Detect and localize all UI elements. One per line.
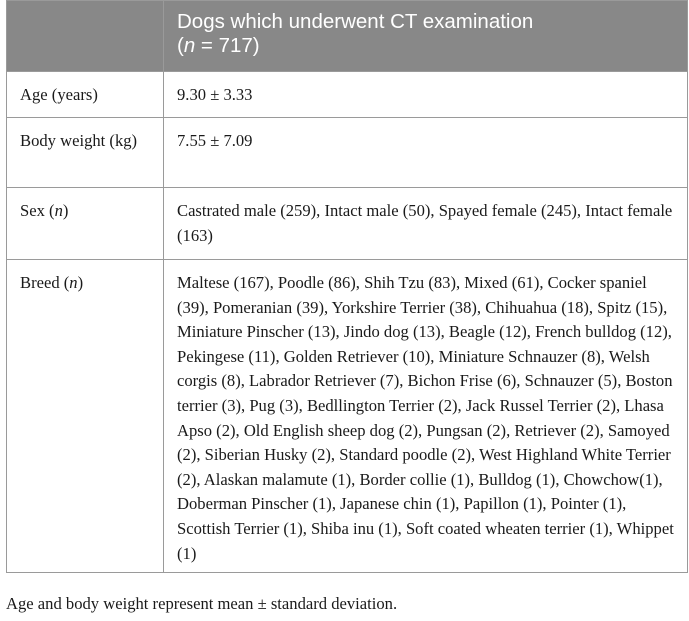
table-header-row [7, 1, 688, 72]
table-row-age [7, 72, 688, 118]
row-value-body-weight: 7.55 ± 7.09 [164, 118, 688, 188]
row-label-text: Breed ( [20, 273, 70, 292]
header-ct-examination [164, 1, 688, 72]
row-label-italic: n [54, 201, 63, 220]
table-row-breed [7, 260, 688, 573]
table-row-sex [7, 188, 688, 260]
row-label-text: Body weight (kg) [20, 131, 138, 150]
header-empty-cell [7, 1, 164, 72]
row-label-age [7, 72, 164, 118]
row-label-suffix: ) [62, 201, 69, 220]
row-label-suffix: ) [77, 273, 84, 292]
row-label-text: Age (years) [20, 85, 98, 104]
header-paren-open: ( [177, 34, 184, 57]
row-label-body-weight [7, 118, 164, 188]
row-label-breed [7, 260, 164, 573]
row-value-breed: Maltese (167), Poodle (86), Shih Tzu (83), Mixed (61), Cocker spaniel (39), Pomeranian (39), Yorkshire Terrier (38), Chihuahua (18), Spitz (15), Miniature Pinscher (13), Jindo dog (13), Beagle (12), French bulldog (12), Pekingese (11), Golden Retriever (10), Miniature Schnauzer (8), Welsh corgis (8), Labrador Retriever (7), Bichon Frise (6), Schnauzer (5), Boston terrier (3), Pug (3), Bedllington Terrier (2), Jack Russel Terrier (2), Lhasa Apso (2), Old English sheep dog (2), Pungsan (2), Retriever (2), Samoyed (2), Siberian Husky (2), Standard poodle (2), West Highland White Terrier (2), Alaskan malamute (1), Border collie (1), Bulldog (1), Chowchow(1), Doberman Pinscher (1), Japanese chin (1), Papillon (1), Pointer (1), Scottish Terrier (1), Shiba inu (1), Soft coated wheaten terrier (1), Whippet (1) [164, 260, 688, 573]
dog-ct-table [6, 0, 688, 573]
row-value-sex: Castrated male (259), Intact male (50), Spayed female (245), Intact female (163) [164, 188, 688, 260]
row-value-age: 9.30 ± 3.33 [164, 72, 688, 118]
header-count: = 717) [195, 34, 260, 57]
header-n-symbol: n [183, 34, 196, 57]
table-row-body-weight [7, 118, 688, 188]
header-title-line1: Dogs which underwent CT examination [177, 10, 534, 33]
data-table-container [6, 0, 687, 573]
table-footnote: Age and body weight represent mean ± standard deviation. [6, 594, 398, 613]
row-label-italic: n [69, 273, 78, 292]
row-label-sex [7, 188, 164, 260]
row-label-text: Sex ( [20, 201, 55, 220]
